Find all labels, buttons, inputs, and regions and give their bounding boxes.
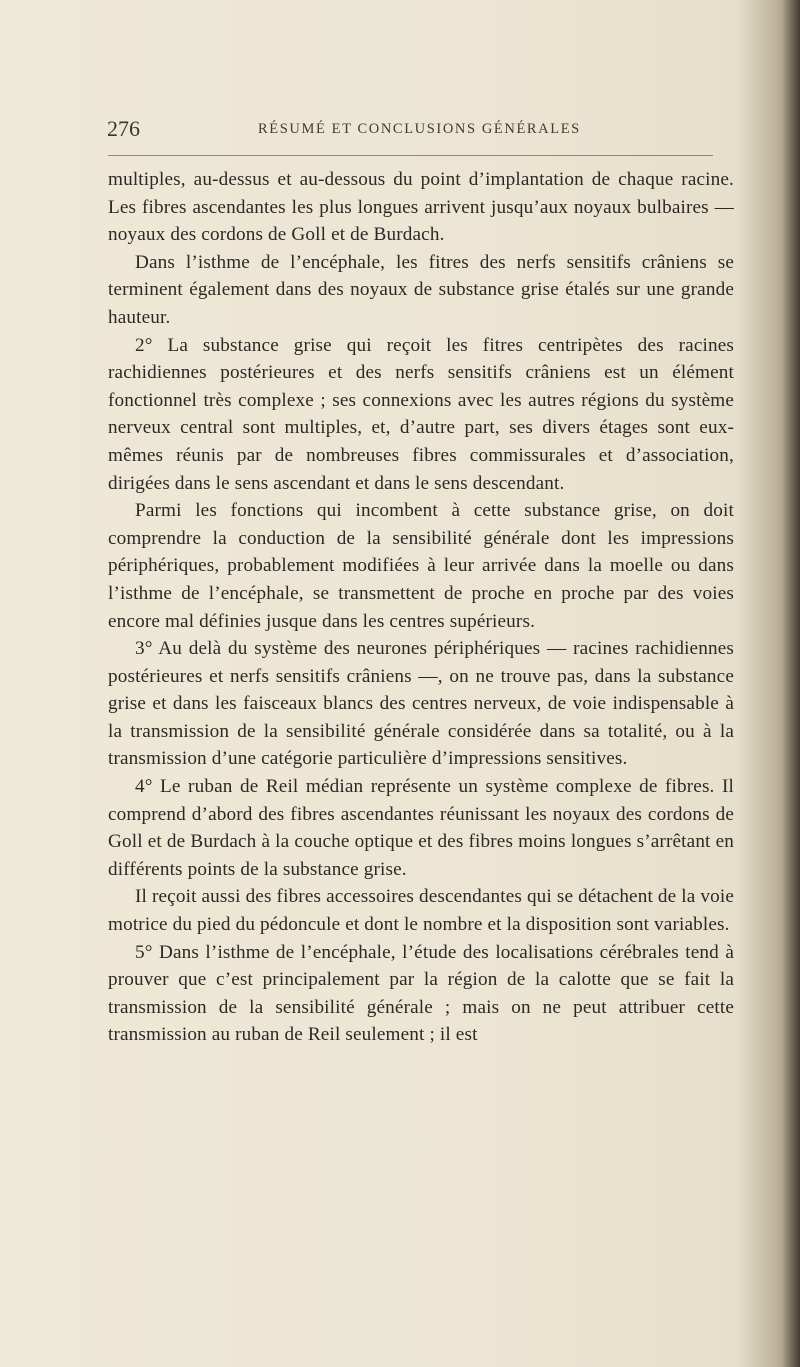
running-head: RÉSUMÉ ET CONCLUSIONS GÉNÉRALES — [258, 121, 581, 137]
paragraph: 3° Au delà du système des neurones périphériques — racines rachidiennes postérieures et nerfs sensitifs crâniens —, on ne trouve pas, dans la substance grise et dans les faisceaux blancs des centres nerveux, de voie indispensable à la transmission de la sensibilité générale considérée dans sa totalité, ou à la transmission d’une catégorie particulière d’impressions sensitives. — [108, 638, 734, 770]
paragraph: 2° La substance grise qui reçoit les fitres centripètes des racines rachidiennes postérieures et des nerfs sensitifs crâniens est un élément fonctionnel très complexe ; ses connexions avec les autres régions du système nerveux central sont multiples, et, d’autre part, ses divers étages sont eux-mêmes réunis par de nombreuses fibres commissurales et d’association, dirigées dans le sens ascendant et dans le sens descendant. — [108, 334, 734, 494]
paragraph: 4° Le ruban de Reil médian représente un système complexe de fibres. Il comprend d’abord des fibres ascendantes réunissant les noyaux des cordons de Goll et de Burdach à la couche optique et des fibres moins longues s’arrêtant en différents points de la substance grise. — [108, 776, 734, 880]
paragraph: 5° Dans l’isthme de l’encéphale, l’étude des localisations cérébrales tend à prouver que c’est principalement par la région de la calotte que se fait la transmission de la sensibilité générale ; mais on ne peut attribuer cette transmission au ruban de Reil seulement ; il est — [108, 941, 734, 1046]
page-edge-shadow — [782, 0, 800, 1367]
paragraph: Il reçoit aussi des fibres accessoires descendantes qui se détachent de la voie motrice du pied du pédoncule et dont le nombre et la disposition sont variables. — [108, 886, 734, 936]
header-rule — [108, 155, 713, 156]
paragraph: multiples, au-dessus et au-dessous du point d’implantation de chaque racine. Les fibres ascendantes les plus longues arrivent jusqu’aux noyaux bulbaires — noyaux des cordons de Goll et de Burdach. — [108, 169, 734, 246]
body-text — [108, 166, 734, 1049]
page-header — [107, 116, 727, 146]
paragraph: Dans l’isthme de l’encéphale, les fitres des nerfs sensitifs crâniens se terminent également dans des noyaux de substance grise étalés sur une grande hauteur. — [108, 251, 734, 328]
paragraph: Parmi les fonctions qui incombent à cette substance grise, on doit comprendre la conduction de la sensibilité générale dont les impressions périphériques, probablement modifiées à leur arrivée dans la moelle ou dans l’isthme de l’encéphale, se transmettent de proche en proche par des voies encore mal définies jusque dans les centres supérieurs. — [108, 500, 734, 632]
page-number: 276 — [107, 116, 140, 141]
